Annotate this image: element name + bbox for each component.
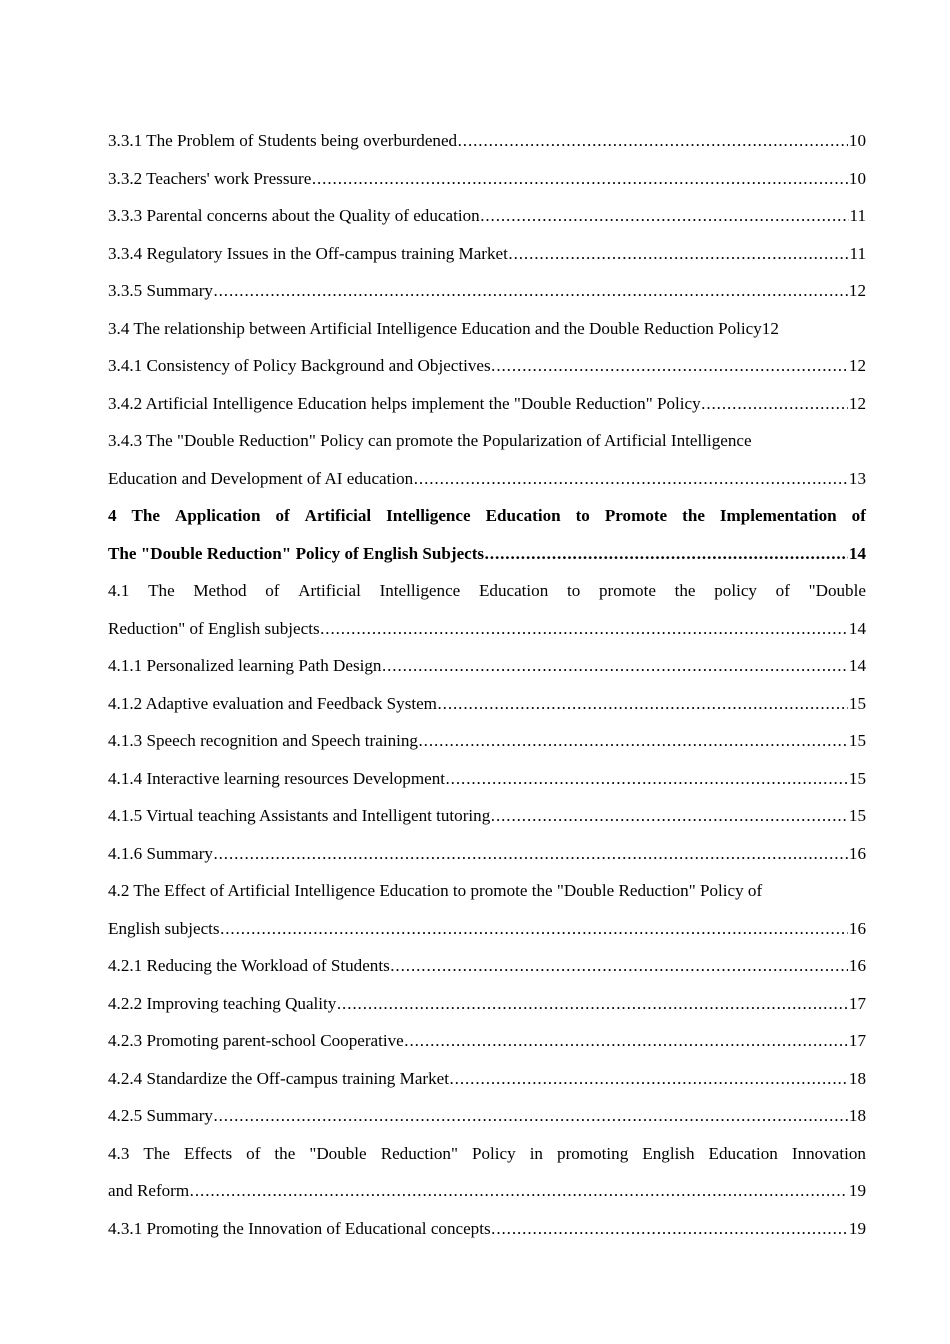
word: Effects [184, 1143, 233, 1163]
word: of [265, 581, 280, 600]
toc-entry-3.3.1-line [108, 122, 866, 160]
toc-entry-4.1.6-page-number: 16 [848, 843, 866, 863]
word-gap [580, 572, 599, 610]
word-gap [361, 572, 380, 610]
toc-entry-4.1.3-line [108, 722, 866, 760]
word-gap [170, 1135, 184, 1173]
word: policy [714, 581, 757, 600]
word-gap [790, 572, 809, 610]
word: promoting [557, 1143, 629, 1163]
dot-leader [446, 760, 849, 798]
word-gap [705, 497, 720, 535]
word: Reduction" [380, 1143, 458, 1163]
toc-entry-3.3.3-text: 3.3.3 Parental concerns about the Quality of education [108, 206, 480, 225]
word-gap [367, 1135, 381, 1173]
dot-leader [491, 797, 849, 835]
word: The [148, 581, 175, 600]
toc-entry-4.2.3[interactable] [108, 1022, 866, 1060]
word-gap [695, 1135, 709, 1173]
word-gap [129, 572, 148, 610]
word: of [775, 581, 790, 600]
toc-entry-4.3-last-line [108, 1172, 866, 1210]
word: 4.3 [108, 1143, 130, 1163]
toc-entry-3.3.1-text: 3.3.1 The Problem of Students being overburdened [108, 131, 458, 150]
toc-entry-4.1-first-line [108, 572, 866, 610]
word: Education [485, 506, 561, 525]
word-gap [295, 1135, 309, 1173]
dot-leader [491, 1210, 848, 1248]
word-gap [460, 572, 479, 610]
dot-leader [418, 722, 848, 760]
word-gap [778, 1135, 792, 1173]
toc-entry-4.1.5-line [108, 797, 866, 835]
dot-leader [190, 1172, 849, 1210]
toc-entry-3.4.2-page-number: 12 [848, 393, 866, 413]
toc-entry-4.2.2-page-number: 17 [848, 993, 866, 1013]
word: Artificial [304, 506, 372, 525]
toc-entry-4.2-last-line [108, 910, 866, 948]
toc-entry-4.1-last-text: Reduction" of English subjects [108, 618, 320, 638]
dot-leader [449, 1060, 848, 1098]
toc-entry-3.3.4[interactable] [108, 235, 866, 273]
word-gap [548, 572, 567, 610]
word-gap [667, 497, 682, 535]
toc-entry-3.4.3-last-page-number: 13 [848, 468, 866, 488]
toc-entry-3.3.5-text: 3.3.5 Summary [108, 281, 213, 300]
dot-leader [213, 272, 848, 310]
word: Promote [604, 506, 668, 525]
toc-entry-4.1.5-text: 4.1.5 Virtual teaching Assistants and Intelligent tutoring [108, 806, 491, 825]
word-gap [590, 497, 605, 535]
toc-entry-4.1.4-line [108, 760, 866, 798]
word: "Double [808, 581, 866, 600]
word: of [246, 1143, 261, 1163]
word-gap [837, 497, 852, 535]
toc-entry-4.2.1-line [108, 947, 866, 985]
toc-entry-4.2.4[interactable] [108, 1060, 866, 1098]
toc-entry-4.2-last-page-number: 16 [848, 918, 866, 938]
toc-entry-4.1.3[interactable] [108, 722, 866, 760]
word: The [143, 1143, 170, 1163]
word-gap [561, 497, 576, 535]
toc-entry-4.1.4-page-number: 15 [848, 768, 866, 788]
dot-leader [701, 385, 848, 423]
word-gap [696, 572, 715, 610]
toc-entry-4.2.2-text: 4.2.2 Improving teaching Quality [108, 993, 337, 1013]
toc-entry-4-first-line [108, 497, 866, 535]
dot-leader [458, 122, 849, 160]
toc-entry-4.2.1[interactable] [108, 947, 866, 985]
toc-entry-3.4.2-line [108, 385, 866, 423]
toc-entry-4.2.1-page-number: 16 [848, 956, 866, 975]
dot-leader [390, 947, 848, 985]
toc-entry-3.3.2[interactable] [108, 160, 866, 198]
toc-entry-3.3.2-page-number: 10 [848, 168, 866, 188]
toc-entry-4.1.6-text: 4.1.6 Summary [108, 843, 213, 863]
word-gap [656, 572, 675, 610]
toc-entry-3.3.2-line [108, 160, 866, 198]
dot-leader [320, 610, 848, 648]
toc-entry-3.3.5[interactable] [108, 272, 866, 310]
toc-entry-3.4.3[interactable] [108, 422, 866, 497]
word-gap [628, 1135, 642, 1173]
toc-entry-3.3.5-page-number: 12 [848, 281, 866, 300]
word-gap [371, 497, 386, 535]
dot-leader [404, 1022, 848, 1060]
toc-entry-4.2.5-page-number: 18 [848, 1106, 866, 1125]
toc-entry-4-last-page-number: 14 [848, 543, 866, 563]
toc-entry-4.2.5-text: 4.2.5 Summary [108, 1106, 213, 1125]
dot-leader [437, 685, 848, 723]
toc-entry-3.4.1-page-number: 12 [848, 356, 866, 375]
word: 4.1 [108, 581, 130, 600]
toc-entry-4.1.5-page-number: 15 [848, 806, 866, 825]
toc-entry-4.1.5[interactable] [108, 797, 866, 835]
dot-leader [414, 460, 849, 498]
word: Innovation [791, 1143, 866, 1163]
toc-entry-4.2-first-line: 4.2 The Effect of Artificial Intelligence Education to promote the "Double Reduction" Policy of [108, 881, 763, 900]
toc-entry-3.4.1[interactable] [108, 347, 866, 385]
toc-entry-4.1.6-line [108, 835, 866, 873]
toc-entry-3.4[interactable] [108, 310, 866, 348]
word-gap [290, 497, 305, 535]
word: Education [708, 1143, 778, 1163]
toc-entry-4.2[interactable] [108, 872, 866, 947]
dot-leader [213, 1097, 848, 1135]
word: Policy [471, 1143, 516, 1163]
word-gap [232, 1135, 246, 1173]
dot-leader [312, 160, 849, 198]
toc-entry-3.3.4-line [108, 235, 866, 273]
toc-entry-4.2.4-line [108, 1060, 866, 1098]
toc-entry-3.4.3-last-text: Education and Development of AI education [108, 468, 414, 488]
toc-entry-3.3.1[interactable] [108, 122, 866, 160]
word-gap [458, 1135, 472, 1173]
toc-entry-4.1.3-text: 4.1.3 Speech recognition and Speech training [108, 731, 418, 750]
toc-entry-3.3.2-text: 3.3.2 Teachers' work Pressure [108, 168, 312, 188]
toc-entry-4.2.4-page-number: 18 [848, 1068, 866, 1088]
word: Method [193, 581, 247, 600]
word: in [529, 1143, 543, 1163]
word: promote [598, 581, 656, 600]
toc-entry-4.1.3-page-number: 15 [848, 731, 866, 750]
word: the [674, 581, 696, 600]
word: "Double [309, 1143, 367, 1163]
toc-entry-3.3.3-page-number: 11 [849, 206, 866, 225]
word-gap [117, 497, 132, 535]
toc-entry-4.1.4-text: 4.1.4 Interactive learning resources Development [108, 768, 445, 788]
toc-entry-3.4.2[interactable] [108, 385, 866, 423]
word-gap [471, 497, 486, 535]
word: the [682, 506, 705, 525]
word: of [851, 506, 866, 525]
toc-entry-4.2.2-line [108, 985, 866, 1023]
word-gap [260, 497, 275, 535]
toc-entry-3.4.3-last-line [108, 460, 866, 498]
word: of [275, 506, 290, 525]
toc-entry-4.1.1-line [108, 647, 866, 685]
toc-entry-4.1.1-text: 4.1.1 Personalized learning Path Design [108, 656, 382, 675]
toc-entry-4.1.2-page-number: 15 [848, 693, 866, 713]
toc-entry-4-last-text: The "Double Reduction" Policy of English Subjects [108, 543, 485, 563]
word-gap [129, 1135, 143, 1173]
toc-entry-3.3.4-page-number: 11 [849, 243, 866, 263]
dot-leader [508, 235, 849, 273]
dot-leader [220, 910, 848, 948]
word: Intelligence [386, 506, 471, 525]
word-gap [260, 1135, 274, 1173]
toc-entry-4.3.1-line [108, 1210, 866, 1248]
toc-entry-4.2.1-text: 4.2.1 Reducing the Workload of Students [108, 956, 390, 975]
toc-entry-3.4.2-text: 3.4.2 Artificial Intelligence Education helps implement the "Double Reduction" Policy [108, 393, 701, 413]
dot-leader [480, 197, 849, 235]
toc-entry-4.2.5-line [108, 1097, 866, 1135]
dot-leader [382, 647, 848, 685]
word: Implementation [719, 506, 837, 525]
toc-entry-3.3.5-line [108, 272, 866, 310]
word-gap [247, 572, 266, 610]
word-gap [160, 497, 175, 535]
toc-entry-4.3.1[interactable] [108, 1210, 866, 1248]
toc-entry-4.3.1-text: 4.3.1 Promoting the Innovation of Educational concepts [108, 1218, 491, 1238]
toc-entry-4.1.1-page-number: 14 [848, 656, 866, 675]
word-gap [175, 572, 194, 610]
dot-leader [337, 985, 849, 1023]
word-gap [543, 1135, 557, 1173]
dot-leader [485, 535, 849, 573]
toc-entry-3.3.1-page-number: 10 [848, 131, 866, 150]
word: the [274, 1143, 296, 1163]
toc-entry-4.2-last-text: English subjects [108, 918, 220, 938]
toc-entry-4-last-line [108, 535, 866, 573]
toc-entry-3.3.3[interactable] [108, 197, 866, 235]
word: The [131, 506, 161, 525]
toc-entry-3.4.1-line [108, 347, 866, 385]
toc-entry-4.2.4-text: 4.2.4 Standardize the Off-campus training Market [108, 1068, 449, 1088]
word: to [575, 506, 590, 525]
toc-entry-4.1.2[interactable] [108, 685, 866, 723]
toc-entry-4.3-last-text: and Reform [108, 1181, 190, 1200]
dot-leader [213, 835, 848, 873]
toc-entry-4.1.4[interactable] [108, 760, 866, 798]
word-gap [757, 572, 776, 610]
toc-entry-4.1.6[interactable] [108, 835, 866, 873]
toc-entry-4.2.2[interactable] [108, 985, 866, 1023]
toc-entry-3.4.3-first-line: 3.4.3 The "Double Reduction" Policy can promote the Popularization of Artificial Intelligence [108, 431, 752, 450]
toc-entry-4.1[interactable] [108, 572, 866, 647]
toc-entry-4.1.2-line [108, 685, 866, 723]
toc-entry-4.1-last-line [108, 610, 866, 648]
toc-entry-4.2.3-page-number: 17 [848, 1031, 866, 1050]
toc-entry-4.2.3-text: 4.2.3 Promoting parent-school Cooperative [108, 1031, 404, 1050]
toc-entry-4.3.1-page-number: 19 [848, 1218, 866, 1238]
toc-entry-3.3.3-line [108, 197, 866, 235]
word: Education [478, 581, 549, 600]
word: Application [174, 506, 261, 525]
word: Artificial [298, 581, 361, 600]
toc-entry-4.2.3-line [108, 1022, 866, 1060]
toc-entry-4.1-last-page-number: 14 [848, 618, 866, 638]
table-of-contents [108, 122, 866, 1247]
toc-entry-4.3-first-line [108, 1135, 866, 1173]
word: English [642, 1143, 695, 1163]
toc-entry-4.1.2-text: 4.1.2 Adaptive evaluation and Feedback System [108, 693, 437, 713]
toc-entry-3.4.1-text: 3.4.1 Consistency of Policy Background and Objectives [108, 356, 491, 375]
word-gap [280, 572, 299, 610]
toc-entry-4[interactable] [108, 497, 866, 572]
toc-entry-4.3[interactable] [108, 1135, 866, 1210]
word: to [566, 581, 581, 600]
toc-entry-4.1.1[interactable] [108, 647, 866, 685]
word-gap [516, 1135, 530, 1173]
toc-entry-4.3-last-page-number: 19 [848, 1181, 866, 1200]
word: Intelligence [379, 581, 461, 600]
toc-entry-3.3.4-text: 3.3.4 Regulatory Issues in the Off-campus training Market [108, 243, 508, 263]
dot-leader [491, 347, 848, 385]
toc-entry-3.4-line: 3.4 The relationship between Artificial Intelligence Education and the Double Reduction Policy12 [108, 318, 779, 338]
toc-entry-4.2.5[interactable] [108, 1097, 866, 1135]
word: 4 [108, 506, 117, 525]
